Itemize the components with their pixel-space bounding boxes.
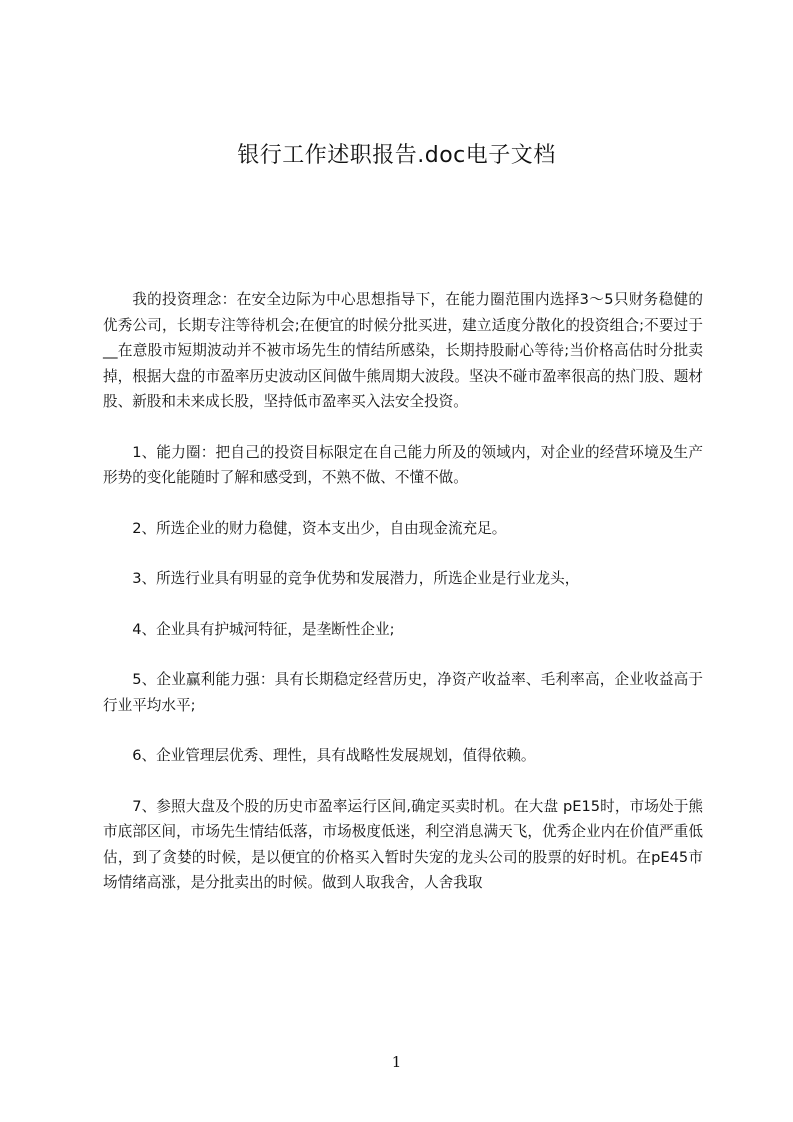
paragraph-point-6: 6、企业管理层优秀、理性，具有战略性发展规划，值得依赖。 [132,747,536,764]
paragraph-point-1: 1、能力圈：把自己的投资目标限定在自己能力所及的领域内，对企业的经营环境及生产形势的变化能随时了解和感受到，不熟不做、不懂不做。 [103,443,703,486]
page-number: 1 [391,1053,402,1071]
paragraph-point-7: 7、参照大盘及个股的历史市盈率运行区间,确定买卖时机。在大盘 pE15时，市场处于熊市底部区间，市场先生情结低落，市场极度低迷，利空消息满天飞，优秀企业内在价值严重低估，到了贪婪的时候，是以便宜的价格买入暂时失宠的龙头公司的股票的好时机。在pE45市场情绪高涨，是分批卖出的时候。做到人取我舍，人舍我取 [103,797,703,891]
paragraph-point-3: 3、所选行业具有明显的竞争优势和发展潜力，所选企业是行业龙头， [132,570,580,587]
paragraph-point-4: 4、企业具有护城河特征，是垄断性企业; [132,620,395,638]
paragraph-point-2: 2、所选企业的财力稳健，资本支出少，自由现金流充足。 [132,519,507,537]
document-title: 银行工作述职报告.doc电子文档 [237,143,556,168]
paragraph-point-5: 5、企业赢利能力强：具有长期稳定经营历史，净资产收益率、毛利率高，企业收益高于行业平均水平; [103,671,703,714]
paragraph-investment-philosophy: 我的投资理念：在安全边际为中心思想指导下，在能力圈范围内选择3～5只财务稳健的优秀公司，长期专注等待机会;在便宜的时候分批买进，建立适度分散化的投资组合;不要过于__在意股市短期波动并不被市场先生的情结所感染，长期持股耐心等待;当价格高估时分批卖掉，根据大盘的市盈率历史波动区间做牛熊周期大波段。坚决不碰市盈率很高的热门股、题材股、新股和未来成长股，坚持低市盈率买入法安全投资。 [103,291,703,410]
document-body [103,287,703,921]
